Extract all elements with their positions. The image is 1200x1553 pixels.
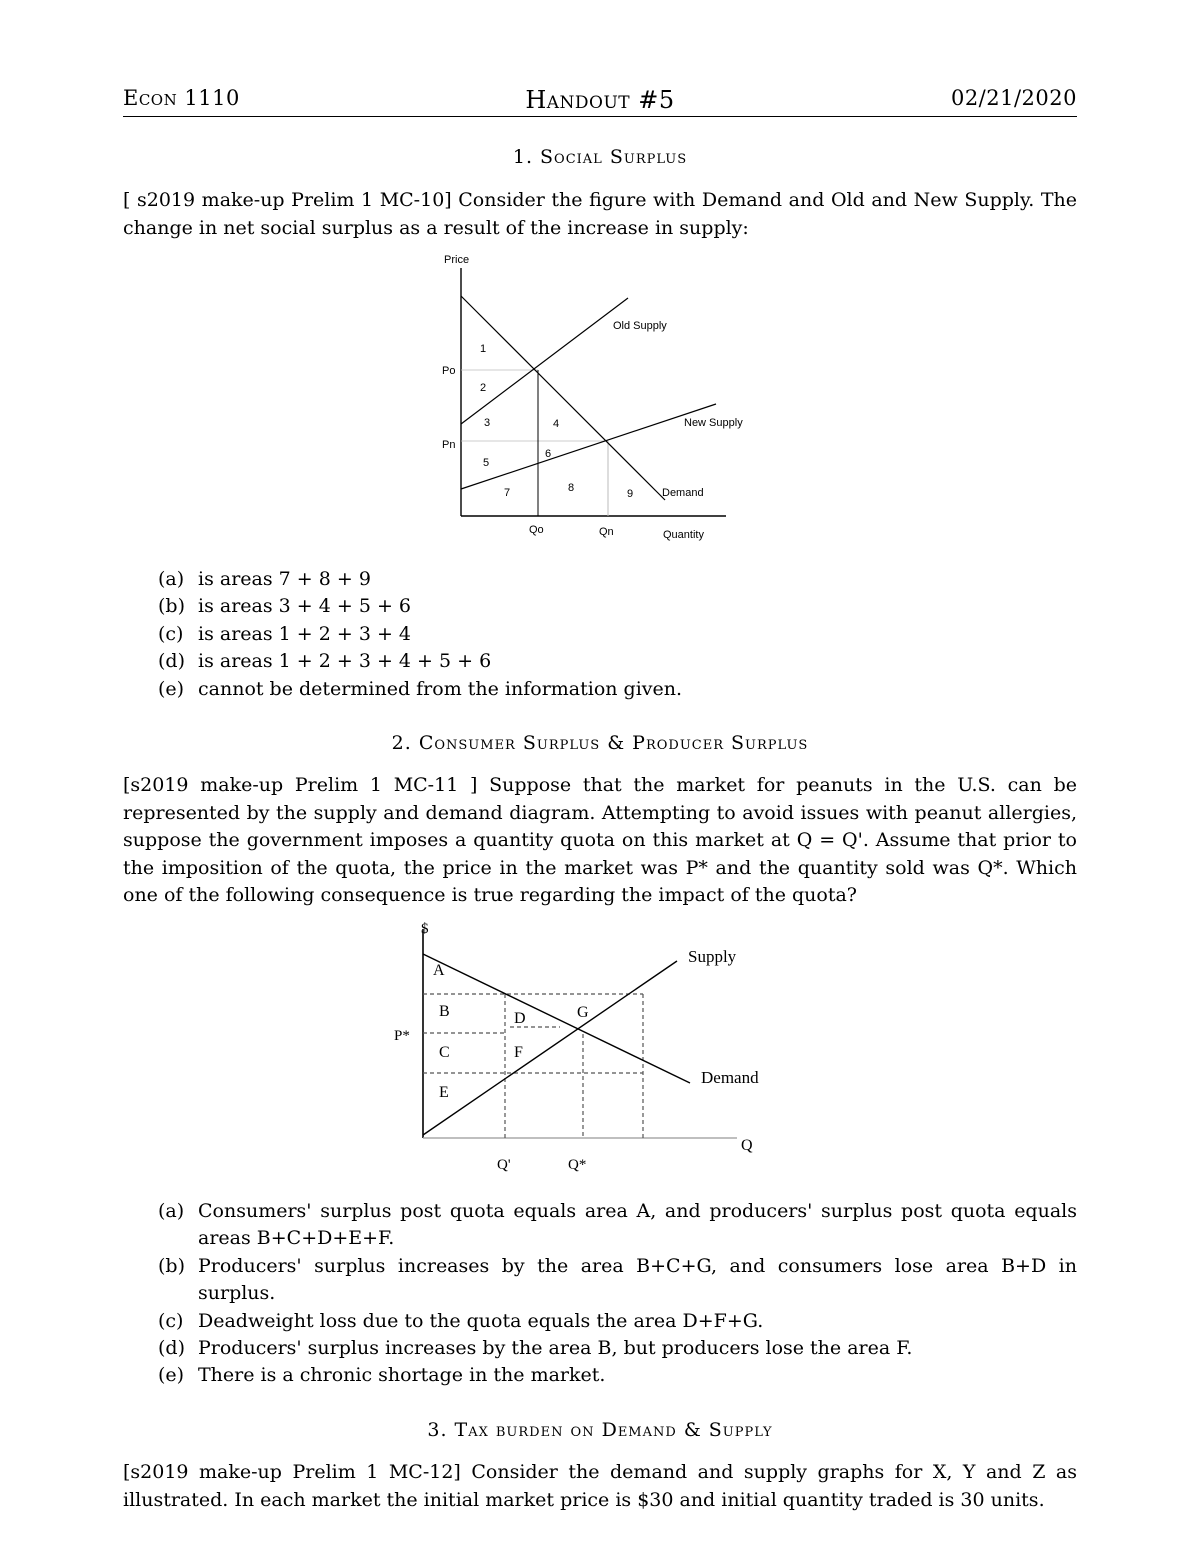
demand-label: Demand [701,1068,759,1087]
area-label: 2 [480,382,487,394]
option-label: (d) [158,650,185,673]
option-text: Consumers' surplus post quota equals area A, and producers' surplus post quota equals areas B+C+D+E+F. [198,1200,1077,1250]
section-3-question: [s2019 make-up Prelim 1 MC-12] Consider the demand and supply graphs for X, Y and Z as illustrated. In each market the initial market price is $30 and initial quantity traded is 30 units. [123,1461,1077,1511]
demand-line [423,954,690,1083]
area-label: 3 [484,417,491,429]
area-label: 4 [553,418,560,430]
option-text: is areas 7 + 8 + 9 [198,568,371,590]
option-item [158,1335,1077,1362]
option-label: (a) [158,568,185,590]
option-item [158,1253,1077,1308]
section-2-title: 2. Consumer Surplus & Producer Surplus [391,732,809,754]
option-text: is areas 3 + 4 + 5 + 6 [198,595,411,618]
section-1-title: 1. Social Surplus [512,146,688,168]
supply-label: Supply [688,947,737,966]
option-text: is areas 1 + 2 + 3 + 4 [198,622,411,645]
page-header [123,86,1077,117]
section-1-question: [ s2019 make-up Prelim 1 MC-10] Consider the figure with Demand and Old and New Supply. The change in net social surplus as a result of the increase in supply: [123,189,1077,239]
area-label: A [433,962,445,979]
p-star-label: P* [394,1028,410,1044]
po-label: Po [442,365,456,377]
handout-date: 02/21/2020 [950,86,1077,110]
option-text: Producers' surplus increases by the area B+C+G, and consumers lose area B+D in surplus. [198,1254,1077,1305]
area-label: 5 [483,457,490,469]
qn-label: Qn [599,526,614,538]
price-axis-label: Price [444,254,470,266]
option-item [158,566,1077,593]
area-label: B [439,1003,450,1020]
area-label: D [514,1010,526,1027]
option-item [158,621,1077,648]
area-label: C [439,1044,450,1061]
option-item [158,1362,1077,1389]
q-star-label: Q* [568,1157,587,1173]
option-label: (d) [158,1337,185,1360]
option-item [158,1198,1077,1253]
old-supply-line [461,298,628,424]
option-text: is areas 1 + 2 + 3 + 4 + 5 + 6 [198,650,492,673]
area-label: 7 [504,487,511,499]
option-text: There is a chronic shortage in the market. [198,1364,606,1387]
area-label: 6 [545,448,552,460]
area-label: G [577,1004,589,1021]
area-label: F [514,1044,523,1061]
quantity-axis-label: Quantity [663,529,704,541]
area-label: 9 [627,488,634,500]
section-2-options [158,1198,1077,1390]
option-text: Deadweight loss due to the quota equals the area D+F+G. [198,1309,764,1332]
option-label: (b) [158,595,185,618]
area-label: 8 [568,482,575,494]
option-label: (a) [158,1200,185,1222]
handout-title: Handout #5 [525,86,675,114]
option-label: (e) [158,1364,185,1387]
supply-line [423,961,677,1135]
area-label: E [439,1084,449,1101]
quota-figure [385,917,785,1179]
q-prime-label: Q' [497,1157,511,1173]
option-label: (c) [158,1309,184,1332]
option-label: (c) [158,622,184,645]
option-item [158,593,1077,620]
option-label: (e) [158,677,185,700]
option-item [158,676,1077,703]
option-text: cannot be determined from the information given. [198,677,683,700]
q-axis-label: Q [741,1137,753,1154]
option-item [158,1308,1077,1335]
section-2-question: [s2019 make-up Prelim 1 MC-11 ] Suppose that the market for peanuts in the U.S. can be represented by the supply and demand diagram. Attempting to avoid issues with peanut allergies, suppose the government imposes a quantity quota on this market at Q = Q'. Assume that prior to the imposition of the quota, the price in the market was P* and the quantity sold was Q*. Which one of the following consequence is true regarding the impact of the quota? [123,774,1077,906]
social-surplus-figure [430,248,770,548]
pn-label: Pn [442,439,456,451]
old-supply-label: Old Supply [613,320,667,332]
course-name: Econ 1110 [123,86,240,110]
demand-label: Demand [662,487,704,499]
qo-label: Qo [529,524,544,536]
new-supply-line [461,404,716,489]
new-supply-label: New Supply [684,417,743,429]
section-3-title: 3. Tax burden on Demand & Supply [427,1419,773,1441]
option-item [158,648,1077,675]
dollar-axis-label: $ [421,921,429,937]
section-1-options [158,566,1077,703]
option-label: (b) [158,1254,185,1277]
area-label: 1 [480,343,487,355]
option-text: Producers' surplus increases by the area B, but producers lose the area F. [198,1337,913,1360]
